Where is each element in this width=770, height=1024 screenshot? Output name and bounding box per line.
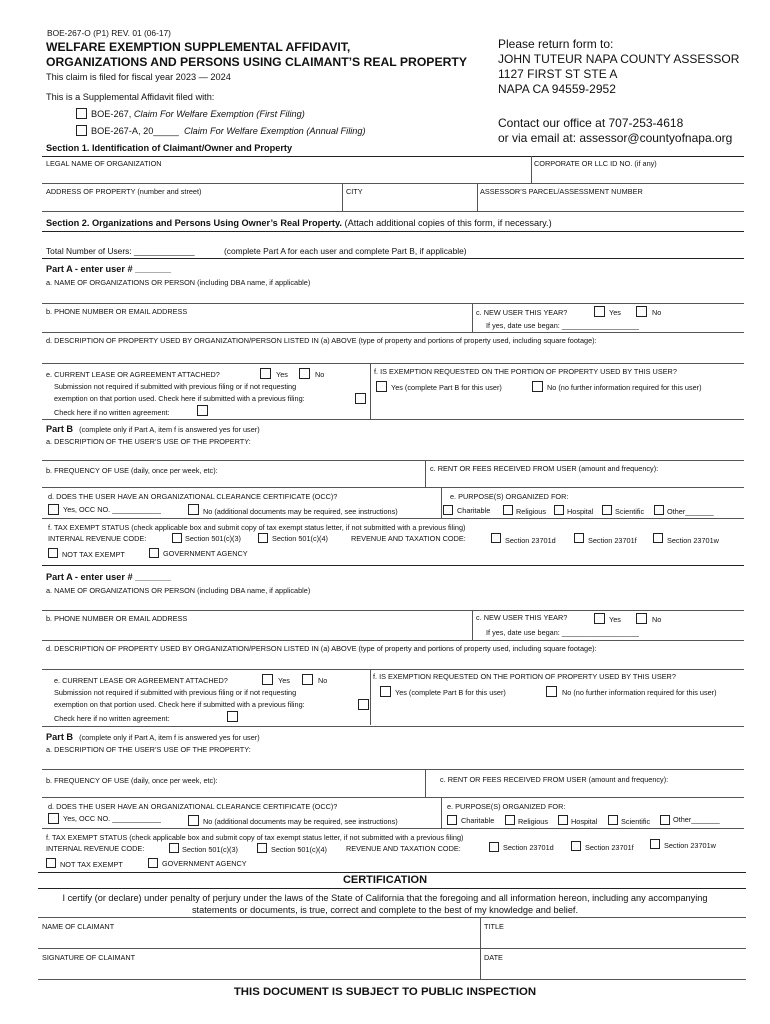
new-user-label: c. NEW USER THIS YEAR? [476, 308, 568, 317]
form-id: BOE-267-O (P1) REV. 01 (06-17) [47, 28, 171, 38]
501c4-checkbox[interactable] [257, 843, 267, 853]
frequency-label: b. FREQUENCY OF USE (daily, once per week, etc): [46, 466, 218, 475]
property-description-label: d. DESCRIPTION OF PROPERTY USED BY ORGANIZATION/PERSON LISTED IN (a) ABOVE (type of property and portions of property used, including square footage): [46, 336, 597, 345]
parcel-label: ASSESSOR’S PARCEL/ASSESSMENT NUMBER [480, 187, 643, 196]
other-label: Other_______ [667, 507, 714, 516]
total-users-note: (complete Part A for each user and complete Part B, if applicable) [224, 246, 467, 256]
no-written-agreement-checkbox[interactable] [227, 711, 238, 722]
no-label: No [652, 308, 662, 317]
city-label: CITY [346, 187, 363, 196]
assessor-street: 1127 FIRST ST STE A [498, 67, 618, 81]
return-to-label: Please return form to: [498, 37, 614, 51]
501c3-checkbox[interactable] [172, 533, 182, 543]
lease-label: e. CURRENT LEASE OR AGREEMENT ATTACHED? [46, 370, 220, 379]
23701w-checkbox[interactable] [650, 839, 660, 849]
not-tax-exempt-label: NOT TAX EXEMPT [62, 550, 125, 559]
other-checkbox[interactable] [660, 815, 670, 825]
irc-label: INTERNAL REVENUE CODE: [48, 534, 147, 543]
form-title-line1: WELFARE EXEMPTION SUPPLEMENTAL AFFIDAVIT, [46, 40, 351, 54]
government-agency-checkbox[interactable] [148, 858, 158, 868]
filed-with: This is a Supplemental Affidavit filed with: [46, 92, 215, 102]
exemption-portion-label: f. IS EXEMPTION REQUESTED ON THE PORTION OF PROPERTY USED BY THIS USER? [374, 367, 677, 376]
certification-line1: I certify (or declare) under penalty of perjury under the laws of the State of California that the foregoing and all information hereon, including any accompanying [62, 893, 708, 903]
purpose-label: e. PURPOSE(S) ORGANIZED FOR: [447, 802, 566, 811]
yes-label: Yes [609, 308, 621, 317]
government-agency-label: GOVERNMENT AGENCY [162, 859, 247, 868]
other-label: Other_______ [673, 815, 720, 824]
boe-267-checkbox[interactable] [76, 108, 87, 119]
new-user-no-checkbox[interactable] [636, 613, 647, 624]
charitable-checkbox[interactable] [447, 815, 457, 825]
previous-filing-checkbox[interactable] [358, 699, 369, 710]
lease-no-checkbox[interactable] [299, 368, 310, 379]
new-user-label: c. NEW USER THIS YEAR? [476, 613, 568, 622]
lease-note-3: Check here if no written agreement: [54, 408, 170, 417]
exemption-no-checkbox[interactable] [546, 686, 557, 697]
frequency-label: b. FREQUENCY OF USE (daily, once per week, etc): [46, 776, 218, 785]
religious-checkbox[interactable] [505, 815, 515, 825]
no-label: No [315, 370, 325, 379]
government-agency-checkbox[interactable] [149, 548, 159, 558]
not-tax-exempt-checkbox[interactable] [48, 548, 58, 558]
23701d-label: Section 23701d [503, 843, 554, 852]
legal-name-label: LEGAL NAME OF ORGANIZATION [46, 159, 162, 168]
23701w-label: Section 23701w [664, 841, 716, 850]
phone-label: b. PHONE NUMBER OR EMAIL ADDRESS [46, 614, 188, 623]
exemption-no-label: No (no further information required for this user) [562, 688, 717, 697]
rtc-label: REVENUE AND TAXATION CODE: [351, 534, 466, 543]
tax-status-label: f. TAX EXEMPT STATUS (check applicable box and submit copy of tax exempt status letter, if not submitted with a previous filing) [46, 833, 464, 842]
23701d-label: Section 23701d [505, 536, 556, 545]
assessor-city: NAPA CA 94559-2952 [498, 82, 616, 96]
exemption-portion-label: f. IS EXEMPTION REQUESTED ON THE PORTION OF PROPERTY USED BY THIS USER? [373, 672, 676, 681]
new-user-yes-checkbox[interactable] [594, 306, 605, 317]
not-tax-exempt-checkbox[interactable] [46, 858, 56, 868]
lease-yes-checkbox[interactable] [262, 674, 273, 685]
occ-label: d. DOES THE USER HAVE AN ORGANIZATIONAL CLEARANCE CERTIFICATE (OCC)? [48, 492, 338, 501]
occ-label: d. DOES THE USER HAVE AN ORGANIZATIONAL CLEARANCE CERTIFICATE (OCC)? [48, 802, 338, 811]
yes-label: Yes [609, 615, 621, 624]
address-label: ADDRESS OF PROPERTY (number and street) [46, 187, 202, 196]
use-description-label: a. DESCRIPTION OF THE USER’S USE OF THE PROPERTY: [46, 745, 251, 754]
no-written-agreement-checkbox[interactable] [197, 405, 208, 416]
hospital-label: Hospital [567, 507, 594, 516]
lease-note-2: exemption on that portion used. Check here if submitted with a previous filing: [54, 394, 305, 403]
occ-yes-checkbox[interactable] [48, 813, 59, 824]
religious-label: Religious [516, 507, 547, 516]
scientific-label: Scientific [621, 817, 651, 826]
religious-label: Religious [518, 817, 549, 826]
23701d-checkbox[interactable] [491, 533, 501, 543]
part-a-title[interactable]: Part A - enter user # _______ [46, 572, 171, 582]
exemption-yes-checkbox[interactable] [376, 381, 387, 392]
new-user-yes-checkbox[interactable] [594, 613, 605, 624]
corp-id-label: CORPORATE OR LLC ID NO. (if any) [534, 159, 657, 168]
certification-title: CERTIFICATION [342, 874, 428, 886]
no-label: No [652, 615, 662, 624]
23701w-checkbox[interactable] [653, 533, 663, 543]
purpose-label: e. PURPOSE(S) ORGANIZED FOR: [450, 492, 569, 501]
23701w-label: Section 23701w [667, 536, 719, 545]
date-label: DATE [484, 953, 503, 962]
certification-line2: statements or documents, is true, correct and complete to the best of my knowledge and belief. [191, 905, 579, 915]
section2-title: Section 2. Organizations and Persons Using Owner’s Real Property. (Attach additional copies of this form, if necessary.) [46, 218, 552, 228]
claimant-title-label: TITLE [484, 922, 504, 931]
form-title-line2: ORGANIZATIONS AND PERSONS USING CLAIMANT’S REAL PROPERTY [46, 55, 467, 69]
boe-267-a-checkbox[interactable] [76, 125, 87, 136]
exemption-no-checkbox[interactable] [532, 381, 543, 392]
scientific-checkbox[interactable] [602, 505, 612, 515]
occ-yes-label: Yes, OCC NO. ____________ [63, 814, 161, 823]
hospital-checkbox[interactable] [554, 505, 564, 515]
government-agency-label: GOVERNMENT AGENCY [163, 549, 248, 558]
charitable-checkbox[interactable] [443, 505, 453, 515]
occ-yes-label: Yes, OCC NO. ____________ [63, 505, 161, 514]
scientific-label: Scientific [615, 507, 645, 516]
lease-note-2: exemption on that portion used. Check here if submitted with a previous filing: [54, 700, 305, 709]
boe-267-a-option: BOE-267-A, 20_____ Claim For Welfare Exemption (Annual Filing) [91, 126, 366, 136]
lease-yes-checkbox[interactable] [260, 368, 271, 379]
claimant-name-label: NAME OF CLAIMANT [42, 922, 115, 931]
religious-checkbox[interactable] [503, 505, 513, 515]
hospital-label: Hospital [571, 817, 598, 826]
tax-status-label: f. TAX EXEMPT STATUS (check applicable box and submit copy of tax exempt status letter, if not submitted with a previous filing) [48, 523, 466, 532]
use-description-label: a. DESCRIPTION OF THE USER’S USE OF THE PROPERTY: [46, 437, 251, 446]
phone-label: b. PHONE NUMBER OR EMAIL ADDRESS [46, 307, 188, 316]
23701f-checkbox[interactable] [574, 533, 584, 543]
boe-267-option: BOE-267, Claim For Welfare Exemption (First Filing) [91, 109, 305, 119]
contact-phone: Contact our office at 707-253-4618 [498, 116, 684, 130]
new-user-no-checkbox[interactable] [636, 306, 647, 317]
yes-label: Yes [278, 676, 290, 685]
no-label: No [318, 676, 328, 685]
occ-no-checkbox[interactable] [188, 815, 199, 826]
public-inspection-notice: THIS DOCUMENT IS SUBJECT TO PUBLIC INSPECTION [233, 986, 537, 998]
23701f-label: Section 23701f [585, 843, 634, 852]
501c4-label: Section 501(c)(4) [272, 534, 328, 543]
yes-label: Yes [276, 370, 288, 379]
exemption-no-label: No (no further information required for this user) [547, 383, 702, 392]
23701f-checkbox[interactable] [571, 841, 581, 851]
rent-fees-label: c. RENT OR FEES RECEIVED FROM USER (amount and frequency): [440, 775, 669, 784]
rent-fees-label: c. RENT OR FEES RECEIVED FROM USER (amount and frequency): [430, 464, 659, 473]
date-began-field[interactable]: If yes, date use began: ___________________ [486, 321, 639, 330]
date-began-field[interactable]: If yes, date use began: ___________________ [486, 628, 639, 637]
divider [42, 156, 744, 157]
property-description-label: d. DESCRIPTION OF PROPERTY USED BY ORGANIZATION/PERSON LISTED IN (a) ABOVE (type of property and portions of property used, including square footage): [46, 644, 597, 653]
charitable-label: Charitable [457, 506, 491, 515]
occ-yes-checkbox[interactable] [48, 504, 59, 515]
occ-no-checkbox[interactable] [188, 504, 199, 515]
lease-note-3: Check here if no written agreement: [54, 714, 170, 723]
23701d-checkbox[interactable] [489, 842, 499, 852]
part-a-title[interactable]: Part A - enter user # _______ [46, 264, 171, 274]
501c3-label: Section 501(c)(3) [182, 845, 238, 854]
irc-label: INTERNAL REVENUE CODE: [46, 844, 145, 853]
total-users-field[interactable]: Total Number of Users: _____________ [46, 246, 195, 256]
hospital-checkbox[interactable] [558, 815, 568, 825]
not-tax-exempt-label: NOT TAX EXEMPT [60, 860, 123, 869]
scientific-checkbox[interactable] [608, 815, 618, 825]
lease-no-checkbox[interactable] [302, 674, 313, 685]
charitable-label: Charitable [461, 816, 495, 825]
part-b-title: Part B (complete only if Part A, item f is answered yes for user) [46, 732, 260, 742]
lease-label: e. CURRENT LEASE OR AGREEMENT ATTACHED? [54, 676, 228, 685]
fiscal-year: This claim is filed for fiscal year 2023 — 2024 [46, 72, 231, 82]
section1-title: Section 1. Identification of Claimant/Owner and Property [46, 143, 293, 153]
previous-filing-checkbox[interactable] [355, 393, 366, 404]
occ-no-label: No (additional documents may be required, see instructions) [203, 507, 398, 516]
occ-no-label: No (additional documents may be required, see instructions) [203, 817, 398, 826]
501c3-checkbox[interactable] [169, 843, 179, 853]
assessor-name: JOHN TUTEUR NAPA COUNTY ASSESSOR [498, 52, 740, 66]
part-b-title: Part B (complete only if Part A, item f is answered yes for user) [46, 424, 260, 434]
lease-note-1: Submission not required if submitted with previous filing or if not requesting [54, 382, 297, 391]
other-checkbox[interactable] [654, 505, 664, 515]
rtc-label: REVENUE AND TAXATION CODE: [346, 844, 461, 853]
exemption-yes-checkbox[interactable] [380, 686, 391, 697]
501c4-label: Section 501(c)(4) [271, 845, 327, 854]
user-name-label: a. NAME OF ORGANIZATIONS OR PERSON (including DBA name, if applicable) [46, 278, 311, 287]
lease-note-1: Submission not required if submitted with previous filing or if not requesting [54, 688, 297, 697]
signature-label: SIGNATURE OF CLAIMANT [42, 953, 136, 962]
23701f-label: Section 23701f [588, 536, 637, 545]
501c3-label: Section 501(c)(3) [185, 534, 241, 543]
contact-email: or via email at: assessor@countyofnapa.org [498, 131, 733, 145]
exemption-yes-label: Yes (complete Part B for this user) [395, 688, 506, 697]
501c4-checkbox[interactable] [258, 533, 268, 543]
exemption-yes-label: Yes (complete Part B for this user) [391, 383, 502, 392]
user-name-label: a. NAME OF ORGANIZATIONS OR PERSON (including DBA name, if applicable) [46, 586, 311, 595]
